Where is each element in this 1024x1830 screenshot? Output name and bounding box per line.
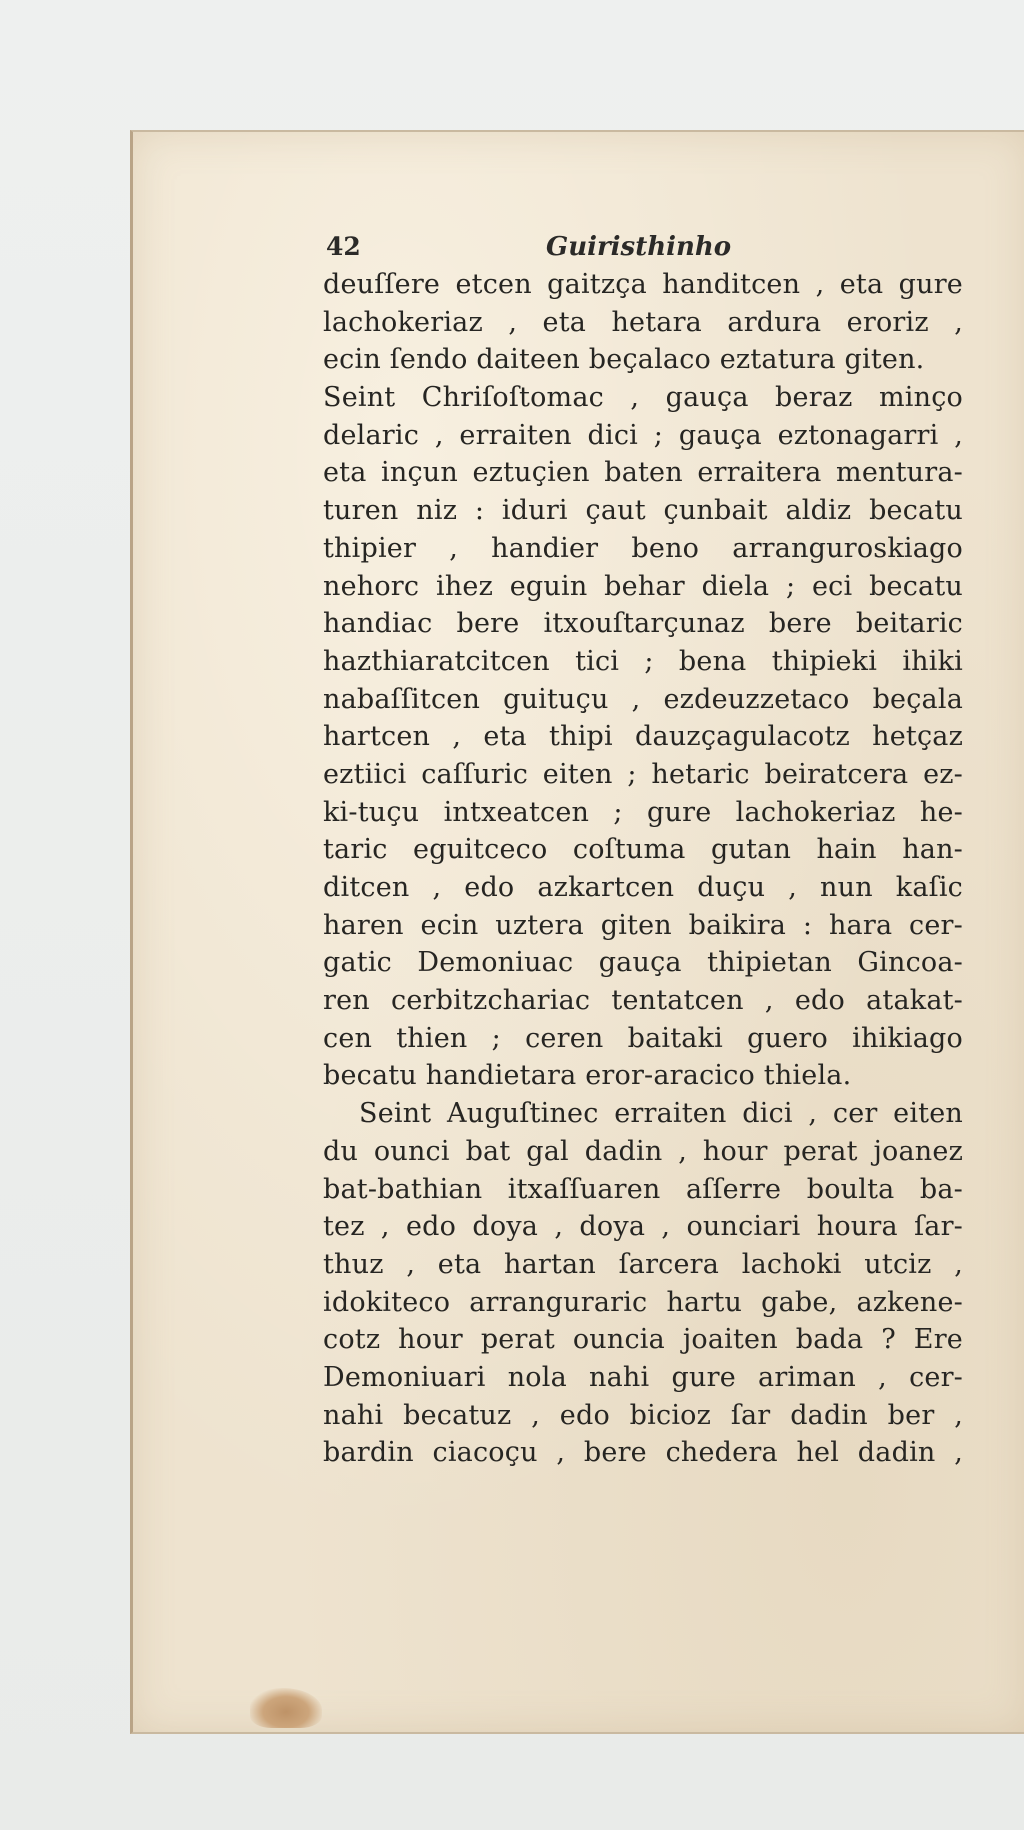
text-line: idokiteco arranguraric hartu gabe, azkene- [323, 1286, 963, 1318]
text-line: thuz , eta hartan ſarcera lachoki utciz , [323, 1248, 963, 1280]
text-line: haren ecin uztera giten baikira : hara cer- [323, 909, 963, 941]
text-line: lachokeriaz , eta hetara ardura eroriz , [323, 306, 963, 338]
text-line: becatu handietara eror-aracico thiela. [323, 1060, 852, 1092]
paper-stain [250, 1688, 322, 1728]
text-line: tez , edo doya , doya , ounciari houra ſar- [323, 1211, 963, 1243]
text-line: cotz hour perat ouncia joaiten bada ? Ere [323, 1324, 963, 1356]
text-line: nehorc ihez eguin behar diela ; eci becatu [323, 570, 963, 602]
text-line: delaric , erraiten dici ; gauça eztonagarri , [323, 419, 963, 451]
text-line: nabaſſitcen guituçu , ezdeuzzetaco beçala [323, 683, 963, 715]
text-line: ki-tuçu intxeatcen ; gure lachokeriaz he- [323, 796, 963, 828]
text-line: du ounci bat gal dadin , hour perat joanez [323, 1135, 963, 1167]
text-line: thipier , handier beno arranguroskiago [323, 532, 963, 564]
text-line: gatic Demoniuac gauça thipietan Gincoa- [323, 947, 963, 979]
text-line: Demoniuari nola nahi gure ariman , cer- [323, 1361, 963, 1393]
text-line: nahi becatuz , edo bicioz ſar dadin ber , [323, 1399, 963, 1431]
text-line: cen thien ; ceren baitaki guero ihikiago [323, 1022, 963, 1054]
text-line: turen niz : iduri çaut çunbait aldiz becatu [323, 495, 963, 527]
text-line: bat-bathian itxaſſuaren aſſerre boulta ba- [323, 1173, 963, 1205]
text-line: Seint Auguſtinec erraiten dici , cer eiten [359, 1098, 963, 1130]
running-head: Guiristhinho [546, 232, 732, 262]
text-line: taric eguitceco coſtuma gutan hain han- [323, 834, 963, 866]
text-line: hazthiaratcitcen tici ; bena thipieki ihiki [323, 645, 963, 677]
text-line: hartcen , eta thipi dauzçagulacotz hetçaz [323, 721, 963, 753]
text-line: ecin ſendo daiteen beçalaco eztatura giten. [323, 344, 925, 376]
body-text [323, 266, 963, 1472]
text-line: ren cerbitzchariac tentatcen , edo atakat- [323, 985, 963, 1017]
text-line: eztiici caſſuric eiten ; hetaric beiratcera ez- [323, 758, 963, 790]
text-line: bardin ciacoçu , bere chedera hel dadin , [323, 1437, 963, 1469]
page-number: 42 [326, 232, 361, 261]
text-line: ditcen , edo azkartcen duçu , nun kaſic [323, 872, 963, 903]
text-line: eta inçun eztuçien baten erraitera mentura- [323, 457, 963, 489]
text-line: deuſſere etcen gaitzça handitcen , eta gure [323, 269, 963, 300]
text-line: handiac bere itxouſtarçunaz bere beitaric [323, 608, 963, 640]
text-line: Seint Chriſoſtomac , gauça beraz minço [323, 382, 963, 414]
